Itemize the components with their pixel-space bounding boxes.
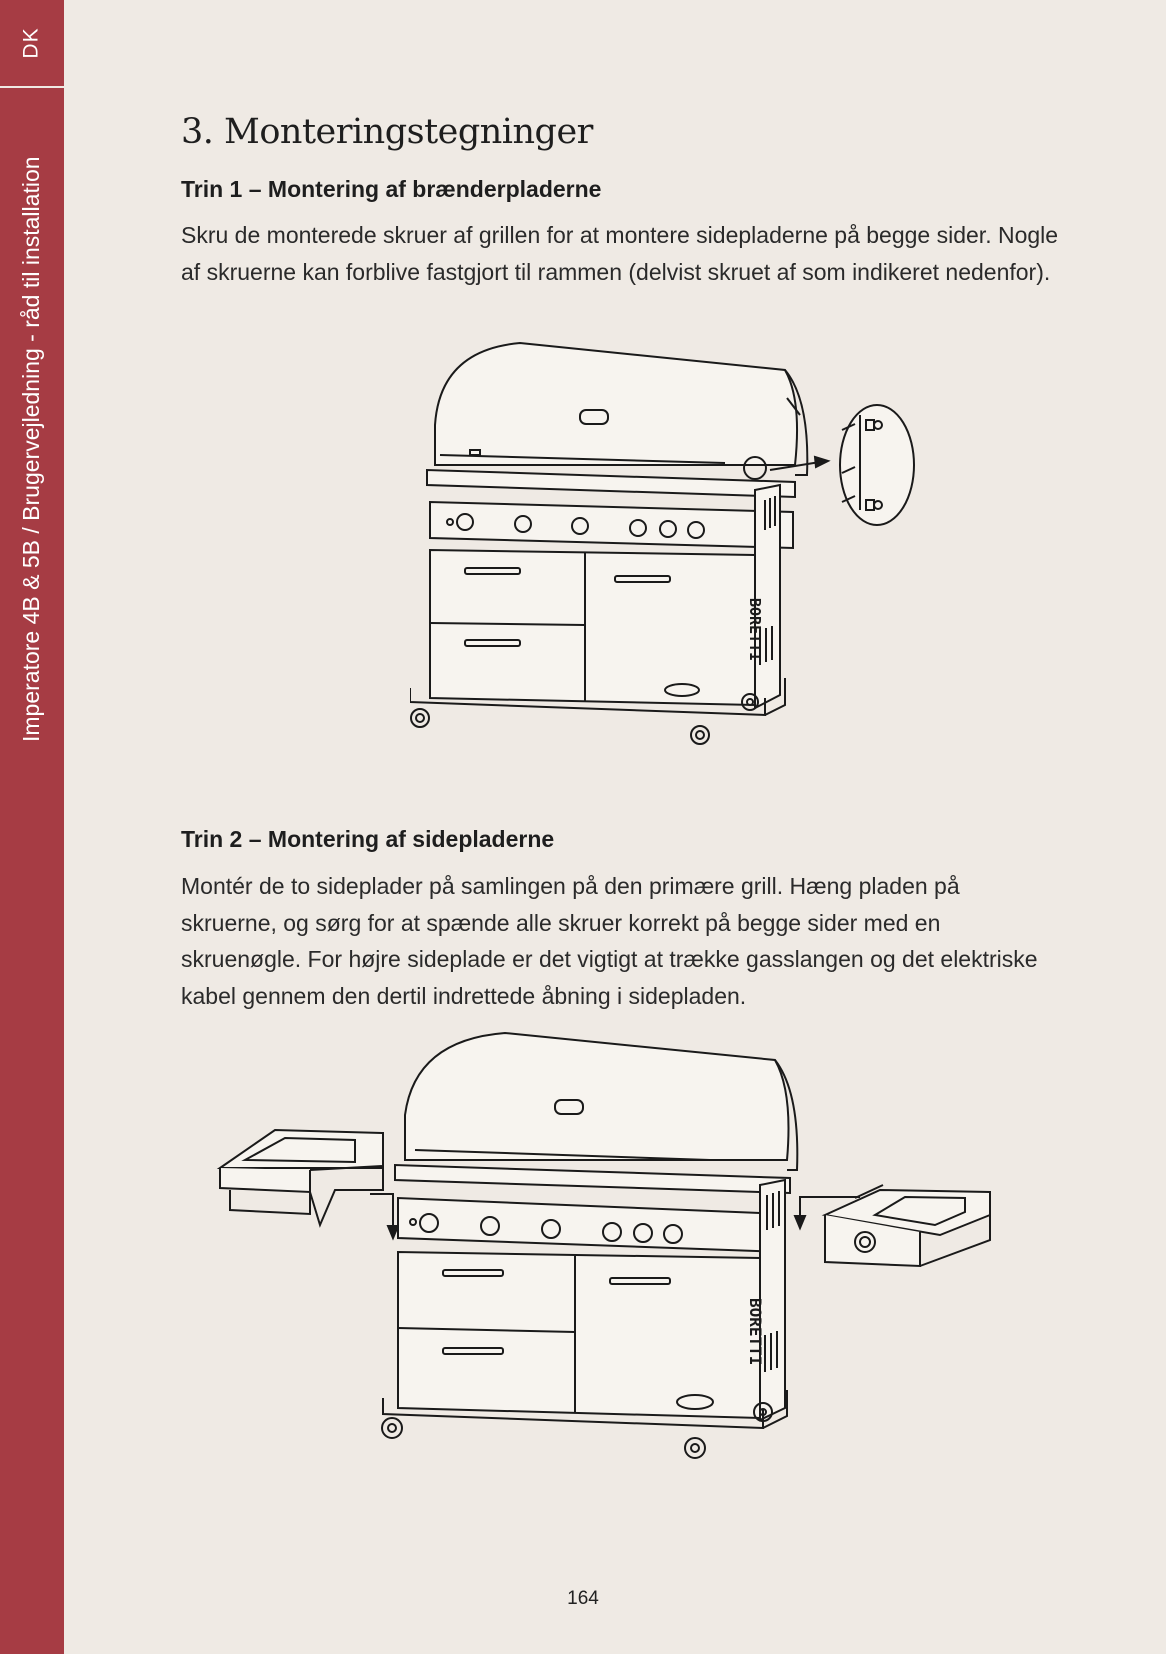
step-1-figure (410, 340, 970, 790)
grill-illustration (410, 340, 970, 790)
step-1-title: Trin 1 – Montering af brænderpladerne (181, 176, 602, 202)
sidebar (0, 0, 64, 1654)
language-label: DK (20, 27, 43, 59)
screw-detail-icon (840, 405, 914, 525)
left-arrow-icon (370, 1194, 398, 1238)
step-1-text: Skru de monterede skruer af grillen for at montere sidepladerne på begge sider. Nogle af skruerne kan forblive fastgjort til rammen (delvist skruet af som indikeret nedenfor). (181, 222, 1059, 285)
left-side-plate-icon (220, 1130, 383, 1225)
document-title: Imperatore 4B & 5B / Brugervejledning - råd til installation (18, 156, 44, 742)
page-number: 164 (567, 1588, 599, 1609)
section-heading: 3. Monteringstegninger (181, 112, 593, 152)
step-2-title: Trin 2 – Montering af sidepladerne (181, 826, 555, 852)
step-2-figure (215, 1030, 1055, 1530)
step-2-text: Montér de to sideplader på samlingen på den primære grill. Hæng pladen på skruerne, og sørg for at spænde alle skruer korrekt på begge sider med en skruenøgle. For højre sideplade er det vigtigt at trække gasslangen og det elektriske kabel gennem den dertil indrettede åbning i sidepladen. (181, 873, 1038, 1009)
language-tab (0, 0, 64, 88)
grill-brand-label: BORETTI (746, 1298, 765, 1366)
grill-with-side-plates-illustration (215, 1030, 1055, 1530)
grill-brand-label: BORETTI (746, 598, 764, 662)
